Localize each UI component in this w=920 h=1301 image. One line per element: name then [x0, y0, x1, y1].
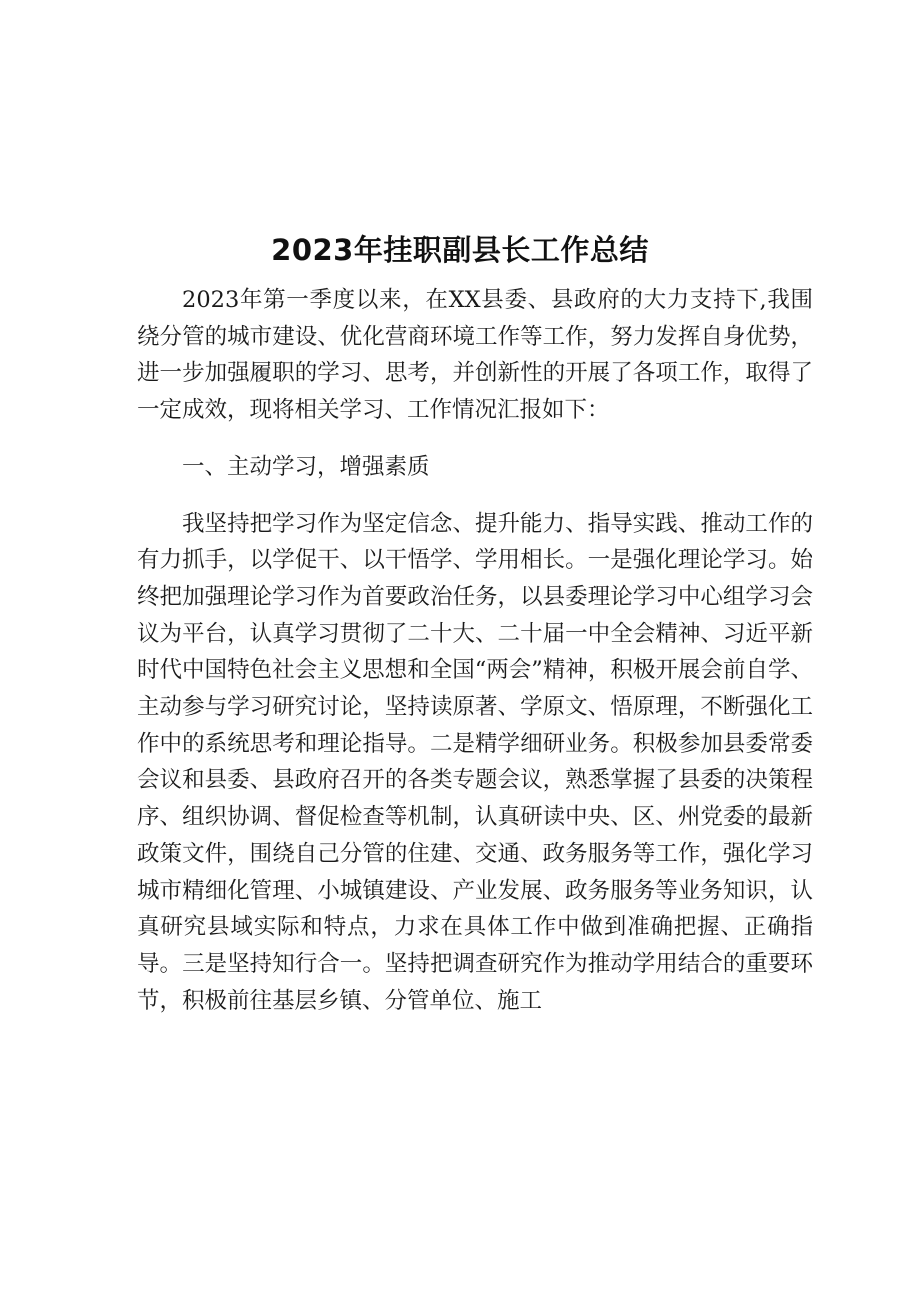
section-paragraph: 我坚持把学习作为坚定信念、提升能力、指导实践、推动工作的有力抓手，以学促干、以干悟学、学用相长。一是强化理论学习。始终把加强理论学习作为首要政治任务，以县委理论学习中心组学习会议为平台，认真学习贯彻了二十大、二十届一中全会精神、习近平新时代中国特色社会主义思想和全国“两会”精神，积极开展会前自学、主动参与学习研究讨论，坚持读原著、学原文、悟原理，不断强化工作中的系统思考和理论指导。二是精学细研业务。积极参加县委常委会议和县委、县政府召开的各类专题会议，熟悉掌握了县委的决策程序、组织协调、督促检查等机制，认真研读中央、区、州党委的最新政策文件，围绕自己分管的住建、交通、政务服务等工作，强化学习城市精细化管理、小城镇建设、产业发展、政务服务等业务知识，认真研究县域实际和特点，力求在具体工作中做到准确把握、正确指导。三是坚持知行合一。坚持把调查研究作为推动学用结合的重要环节，积极前往基层乡镇、分管单位、施工 — [137, 510, 813, 1014]
document-body — [137, 282, 813, 1019]
intro-paragraph: 2023年第一季度以来，在XX县委、县政府的大力支持下,我围绕分管的城市建设、优化营商环境工作等工作，努力发挥自身优势，进一步加强履职的学习、思考，并创新性的开展了各项工作，取得了一定成效，现将相关学习、工作情况汇报如下： — [137, 287, 813, 424]
document-title: 2023年挂职副县长工作总结 — [271, 233, 649, 267]
section-heading: 一、主动学习，增强素质 — [182, 453, 430, 480]
